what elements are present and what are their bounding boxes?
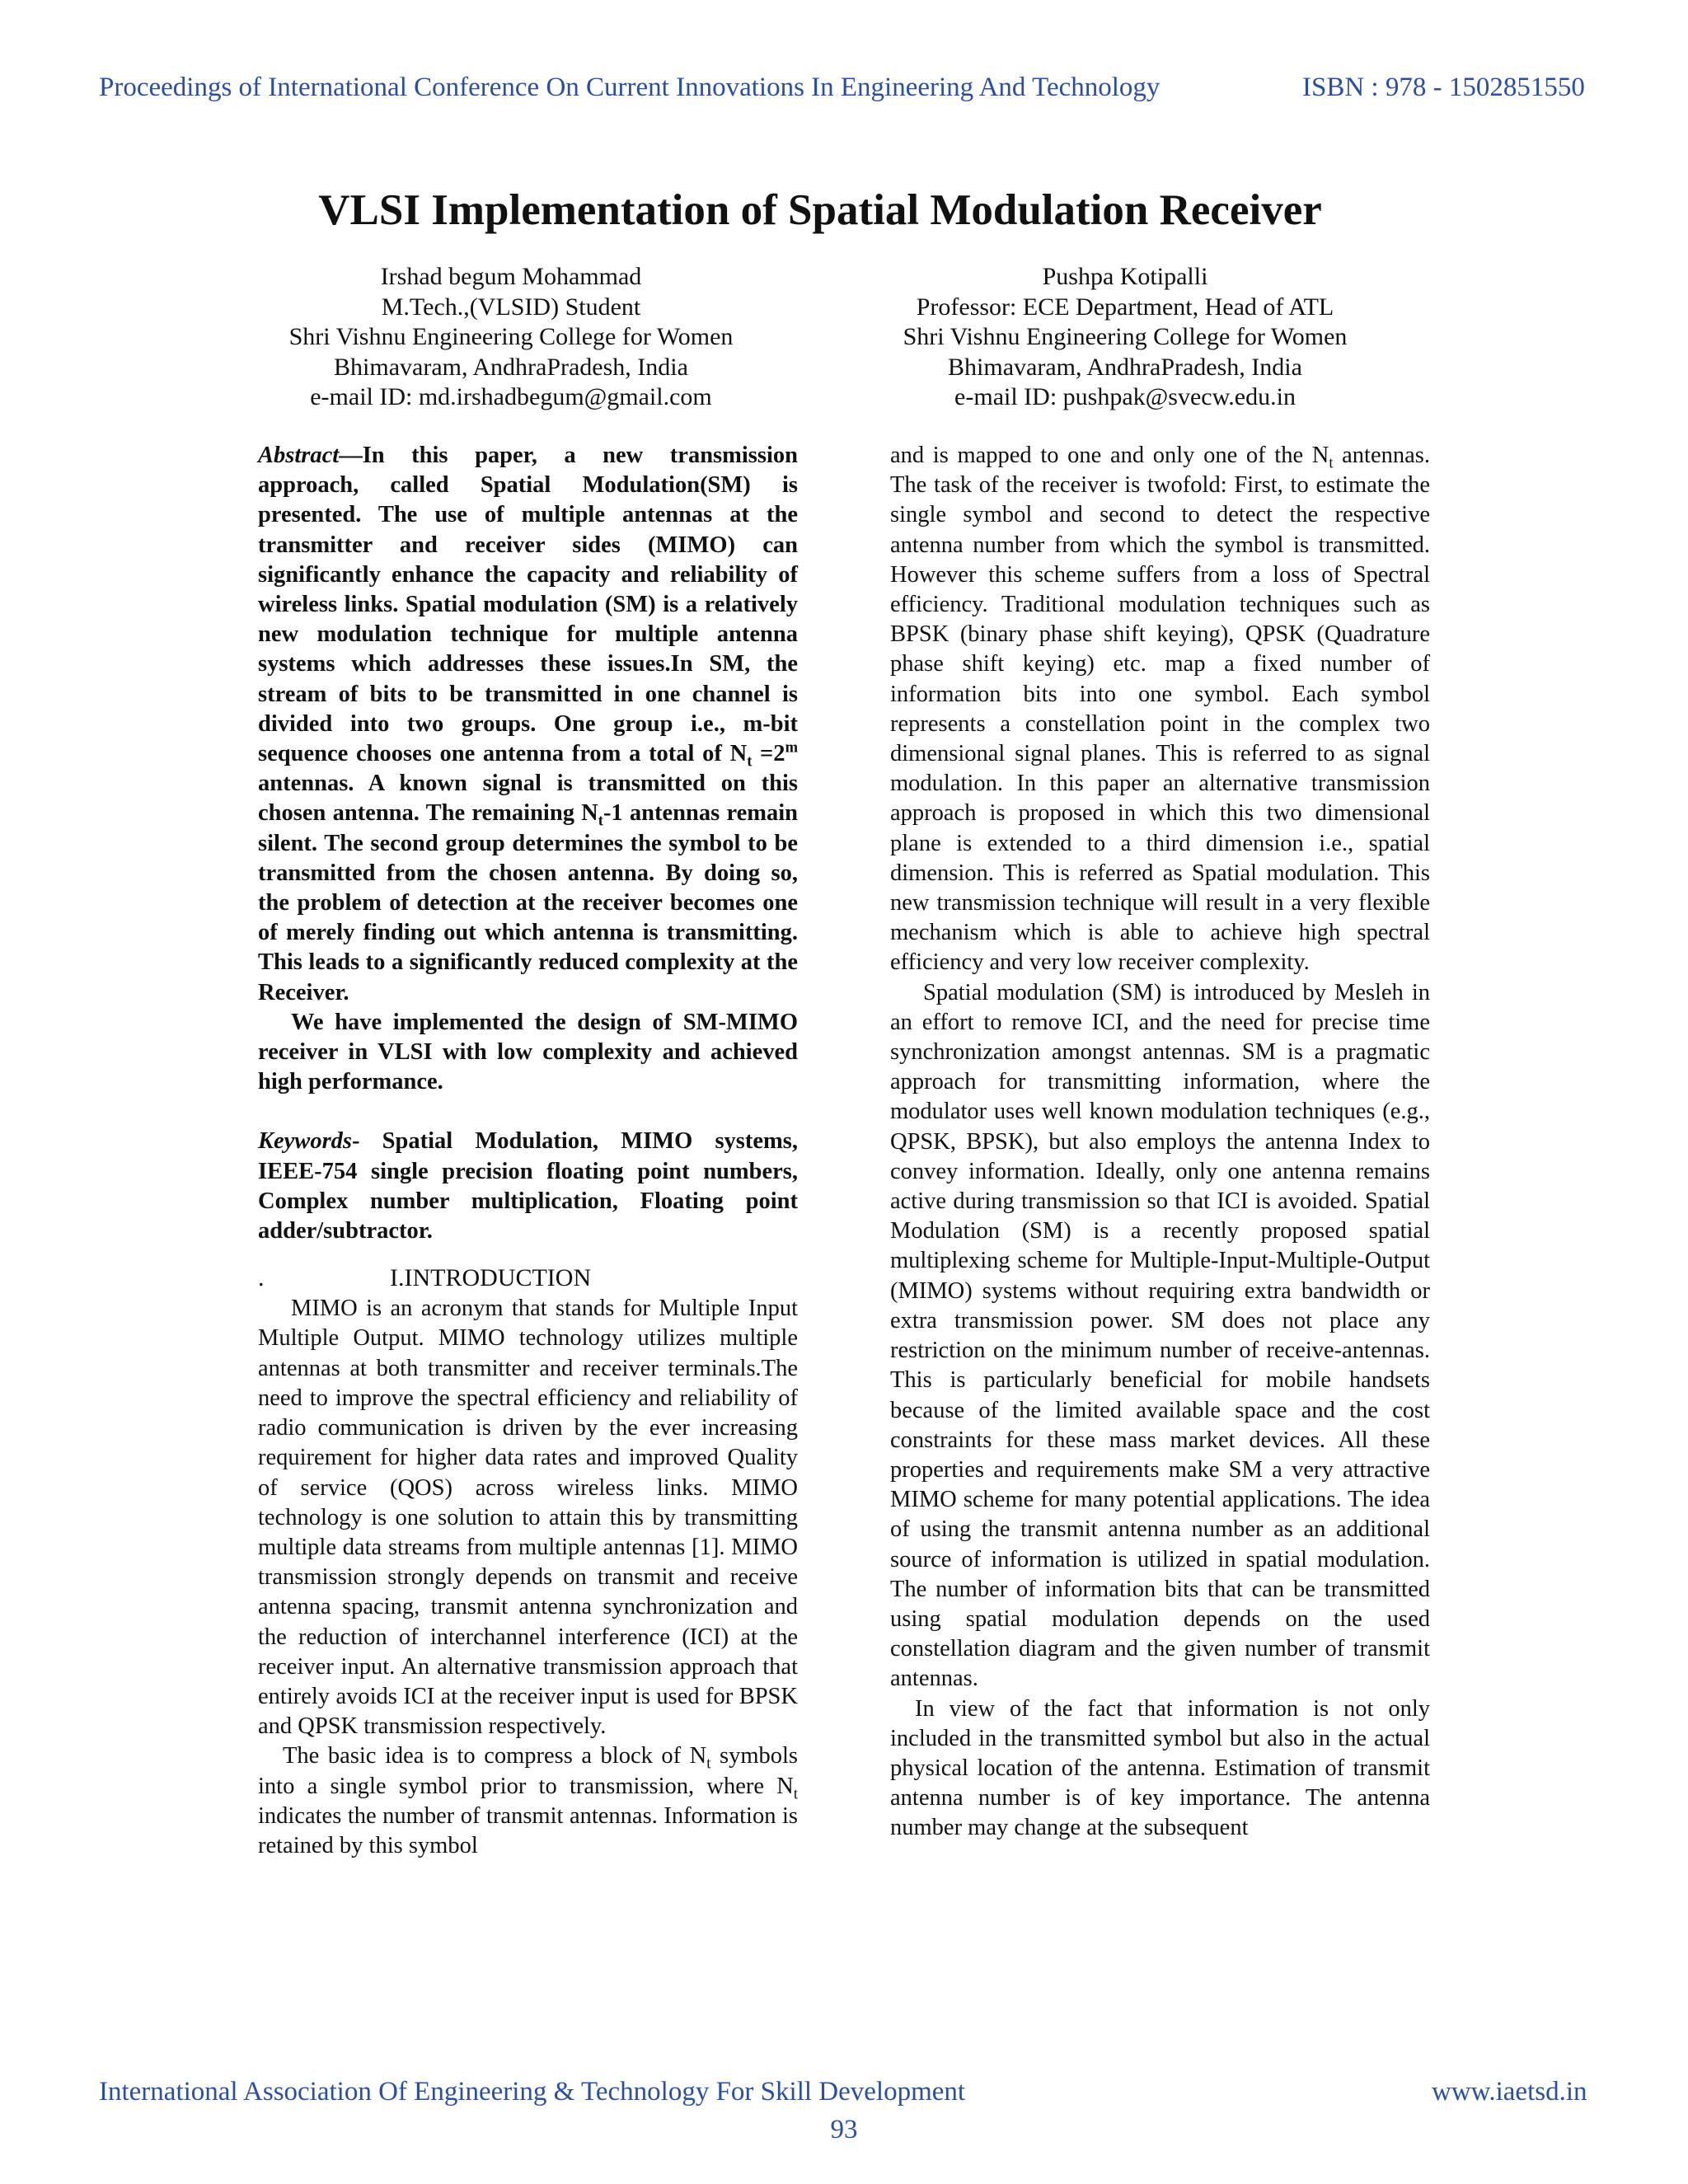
author-name: Irshad begum Mohammad <box>380 263 642 290</box>
abstract-dash: — <box>339 443 363 468</box>
author-affiliation: Shri Vishnu Engineering College for Women <box>903 323 1348 350</box>
keywords-label: Keywords <box>258 1128 352 1155</box>
abstract-paragraph <box>258 441 798 1008</box>
intro-paragraph-1: MIMO is an acronym that stands for Multiple Input Multiple Output. MIMO technology utilizes multiple antennas at both transmitter and receiver terminals.The need to improve the spectral efficiency and reliability of radio communication is driven by the ever increasing requirement for higher data rates and improved Quality of service (QOS) across wireless links. MIMO technology is one solution to attain this by transmitting multiple data streams from multiple antennas [1]. MIMO transmission strongly depends on transmit and receive antenna spacing, transmit antenna synchronization and the reduction of interchannel interference (ICI) at the receiver input. An alternative transmission approach that entirely avoids ICI at the receiver input is used for BPSK and QPSK transmission respectively. <box>258 1296 798 1740</box>
abstract-paragraph-2: We have implemented the design of SM-MIMO receiver in VLSI with low complexity and achieved high performance. <box>258 1009 798 1095</box>
paragraph-text: and is mapped to one and only one of the N <box>890 443 1329 468</box>
right-column <box>890 441 1430 1844</box>
author-location: Bhimavaram, AndhraPradesh, India <box>334 353 688 381</box>
footer-association: International Association Of Engineering & Technology For Skill Development <box>99 2077 966 2107</box>
author-email: e-mail ID: md.irshadbegum@gmail.com <box>310 383 712 410</box>
keywords-dash: - <box>352 1128 360 1155</box>
subscript: t <box>598 813 603 831</box>
paragraph-text: The basic idea is to compress a block of N <box>283 1743 707 1769</box>
footer-website: www.iaetsd.in <box>1432 2077 1587 2107</box>
paragraph-text: antennas. The task of the receiver is twofold: First, to estimate the single symbol and second to detect the respective antenna number from which the symbol is transmitted. However this scheme suffers from a loss of Spectral efficiency. Traditional modulation techniques such as BPSK (binary phase shift keying), QPSK (Quadrature phase shift keying) etc. map a fixed number of information bits into one symbol. Each symbol represents a constellation point in the complex two dimensional signal planes. This is referred to as signal modulation. In this paper an alternative transmission approach is proposed in which this two dimensional plane is extended to a third dimension i.e., spatial dimension. This is referred as Spatial modulation. This new transmission technique will result in a very flexible mechanism which is able to achieve high spectral efficiency and very low receiver complexity. <box>890 443 1430 976</box>
left-column <box>258 441 798 1861</box>
author-location: Bhimavaram, AndhraPradesh, India <box>948 353 1302 381</box>
section-heading <box>258 1263 798 1294</box>
keywords-paragraph <box>258 1127 798 1246</box>
author-name: Pushpa Kotipalli <box>1042 263 1208 290</box>
right-paragraph-3: In view of the fact that information is not only included in the transmitted symbol but also in the actual physical location of the antenna. Estimation of transmit antenna number is of key importance. The antenna number may change at the subsequent <box>890 1695 1430 1841</box>
subscript: t <box>706 1755 711 1774</box>
author-role: Professor: ECE Department, Head of ATL <box>916 293 1334 321</box>
keywords-text: Spatial Modulation, MIMO systems, IEEE-754 single precision floating point numbers, Complex number multiplication, Floating point adder/subtractor. <box>258 1128 798 1244</box>
page-number: 93 <box>830 2115 858 2144</box>
abstract-text: =2 <box>752 741 785 767</box>
subscript: t <box>747 752 753 771</box>
abstract-text: -1 antennas remain silent. The second group determines the symbol to be transmitted from the chosen antenna. By doing so, the problem of detection at the receiver becomes one of merely finding out which antenna is transmitting. This leads to a significantly reduced complexity at the Receiver. <box>258 800 798 1005</box>
subscript: t <box>1329 454 1334 472</box>
author-role: M.Tech.,(VLSID) Student <box>381 293 641 321</box>
paper-title: VLSI Implementation of Spatial Modulation Receiver <box>318 186 1322 234</box>
intro-paragraph-2 <box>258 1741 798 1861</box>
paragraph-text: symbols into a single symbol prior to transmission, where N <box>258 1743 798 1799</box>
author-block-1 <box>239 262 783 413</box>
author-affiliation: Shri Vishnu Engineering College for Women <box>288 323 734 350</box>
right-paragraph-1 <box>890 441 1430 978</box>
running-header-conference: Proceedings of International Conference On Current Innovations In Engineering And Technology <box>99 73 1160 102</box>
superscript: m <box>785 738 798 757</box>
author-block-2 <box>845 262 1405 413</box>
abstract-text: In this paper, a new transmission approach, called Spatial Modulation(SM) is presented. The use of multiple antennas at the transmitter and receiver sides (MIMO) can significantly enhance the capacity and reliability of wireless links. Spatial modulation (SM) is a relatively new modulation technique for multiple antenna systems which addresses these issues.In SM, the stream of bits to be transmitted in one channel is divided into two groups. One group i.e., m-bit sequence chooses one antenna from a total of N <box>258 443 798 767</box>
heading-text: I.INTRODUCTION <box>390 1264 592 1292</box>
abstract-label: Abstract <box>258 443 340 468</box>
running-header-isbn: ISBN : 978 - 1502851550 <box>1302 73 1585 102</box>
right-paragraph-2: Spatial modulation (SM) is introduced by Mesleh in an effort to remove ICI, and the need for precise time synchronization amongst antennas. SM is a pragmatic approach for transmitting information, where the modulator uses well known modulation techniques (e.g., QPSK, BPSK), but also employs the antenna Index to convey information. Ideally, only one antenna remains active during transmission so that ICI is avoided. Spatial Modulation (SM) is a recently proposed spatial multiplexing scheme for Multiple-Input-Multiple-Output (MIMO) systems without requiring extra bandwidth or extra transmission power. SM does not place any restriction on the minimum number of receive-antennas. This is particularly beneficial for mobile handsets because of the limited available space and the cost constraints for these mass market devices. All these properties and requirements make SM a very attractive MIMO scheme for many potential applications. The idea of using the transmit antenna number as an additional source of information is utilized in spatial modulation. The number of information bits that can be transmitted using spatial modulation depends on the used constellation diagram and the given number of transmit antennas. <box>890 979 1430 1692</box>
paragraph-text: indicates the number of transmit antennas. Information is retained by this symbol <box>258 1802 798 1858</box>
heading-dot: . <box>258 1264 265 1292</box>
abstract-text: antennas. A known signal is transmitted on this chosen antenna. The remaining N <box>258 771 798 827</box>
author-email: e-mail ID: pushpak@svecw.edu.in <box>954 383 1296 410</box>
subscript: t <box>793 1785 798 1803</box>
